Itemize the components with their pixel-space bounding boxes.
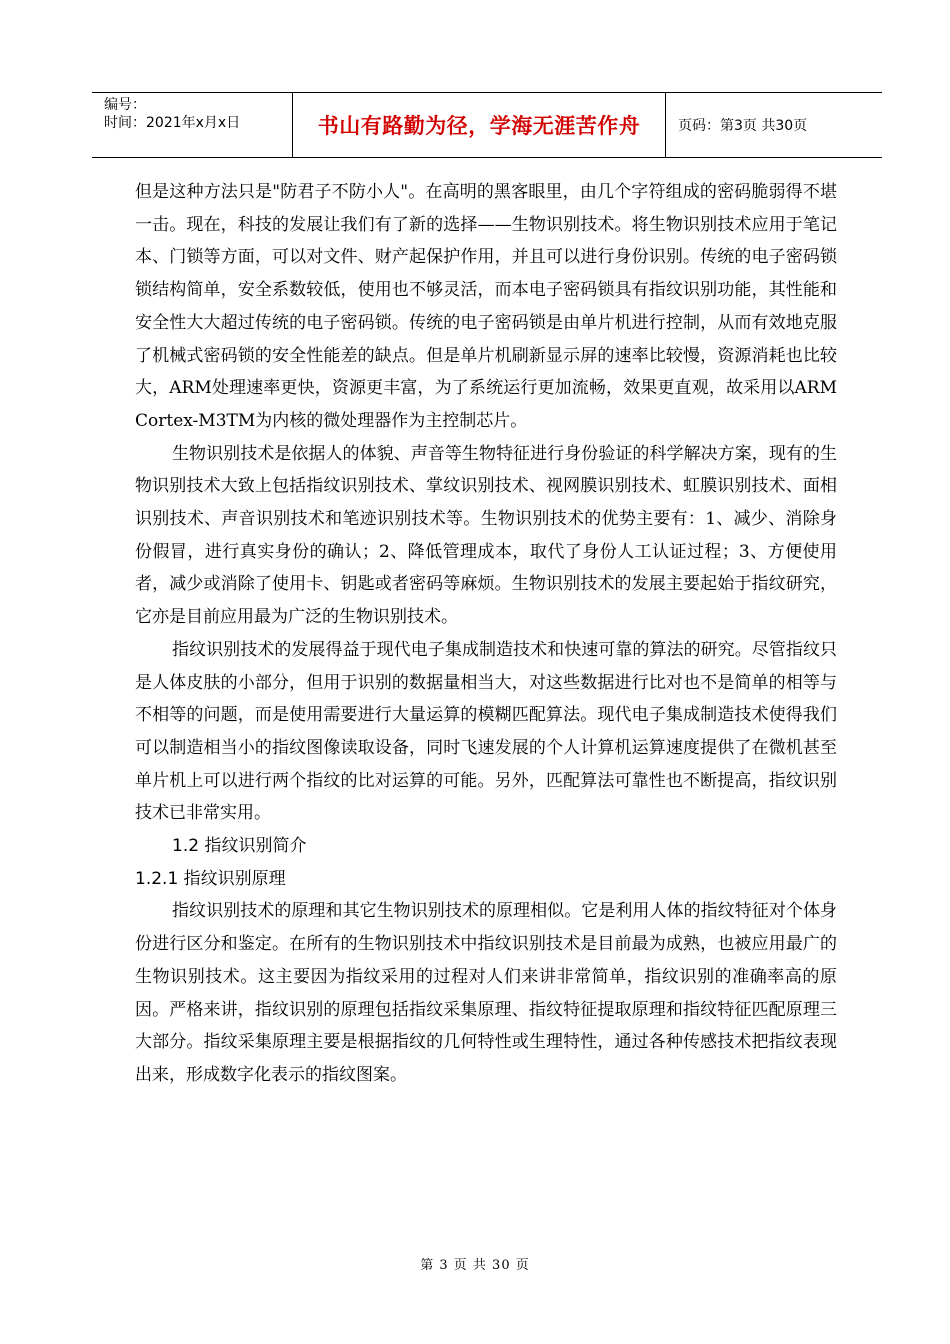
document-body [135,176,837,1092]
header-page-info: 页码：第3页 共30页 [678,118,808,134]
page-footer: 第 3 页 共 30 页 [420,1258,530,1273]
document-time-label: 时间：2021年x月x日 [104,115,241,131]
paragraph-fingerprint-development: 指纹识别技术的发展得益于现代电子集成制造技术和快速可靠的算法的研究。尽管指纹只是人体皮肤的小部分，但用于识别的数据量相当大，对这些数据进行比对也不是简单的相等与不相等的问题，而是使用需要进行大量运算的模糊匹配算法。现代电子集成制造技术使得我们可以制造相当小的指纹图像读取设备，同时飞速发展的个人计算机运算速度提供了在微机甚至单片机上可以进行两个指纹的比对运算的可能。另外，匹配算法可靠性也不断提高，指纹识别技术已非常实用。 [135,639,837,824]
paragraph-biometric-overview: 生物识别技术是依据人的体貌、声音等生物特征进行身份验证的科学解决方案，现有的生物识别技术大致上包括指纹识别技术、掌纹识别技术、视网膜识别技术、虹膜识别技术、面相识别技术、声音识别技术和笔迹识别技术等。生物识别技术的优势主要有：1、减少、消除身份假冒，进行真实身份的确认；2、降低管理成本，取代了身份人工认证过程；3、方便使用者，减少或消除了使用卡、钥匙或者密码等麻烦。生物识别技术的发展主要起始于指纹研究，它亦是目前应用最为广泛的生物识别技术。 [135,443,837,628]
header-meta-cell [92,93,293,157]
subsection-heading-fingerprint-principle: 1.2.1 指纹识别原理 [135,868,286,889]
page-header [92,92,882,158]
paragraph-password-methods: 但是这种方法只是"防君子不防小人"。在高明的黑客眼里，由几个字符组成的密码脆弱得不堪一击。现在，科技的发展让我们有了新的选择——生物识别技术。将生物识别技术应用于笔记本、门锁等方面，可以对文件、财产起保护作用，并且可以进行身份识别。传统的电子密码锁锁结构简单，安全系数较低，使用也不够灵活，而本电子密码锁具有指纹识别功能，其性能和安全性大大超过传统的电子密码锁。传统的电子密码锁是由单片机进行控制，从而有效地克服了机械式密码锁的安全性能差的缺点。但是单片机刷新显示屏的速率比较慢，资源消耗也比较大，ARM处理速率更快，资源更丰富，为了系统运行更加流畅，效果更直观，故采用以ARM Cortex-M3TM为内核的微处理器作为主控制芯片。 [135,182,837,431]
header-motto: 书山有路勤为径，学海无涯苦作舟 [293,93,666,157]
section-heading-fingerprint-intro: 1.2 指纹识别简介 [172,836,307,857]
paragraph-fingerprint-principle: 指纹识别技术的原理和其它生物识别技术的原理相似。它是利用人体的指纹特征对个体身份进行区分和鉴定。在所有的生物识别技术中指纹识别技术是目前最为成熟，也被应用最广的生物识别技术。这主要因为指纹采用的过程对人们来讲非常简单，指纹识别的准确率高的原因。严格来讲，指纹识别的原理包括指纹采集原理、指纹特征提取原理和指纹特征匹配原理三大部分。指纹采集原理主要是根据指纹的几何特性或生理特性，通过各种传感技术把指纹表现出来，形成数字化表示的指纹图案。 [135,901,837,1085]
document-number-label: 编号： [104,97,146,113]
